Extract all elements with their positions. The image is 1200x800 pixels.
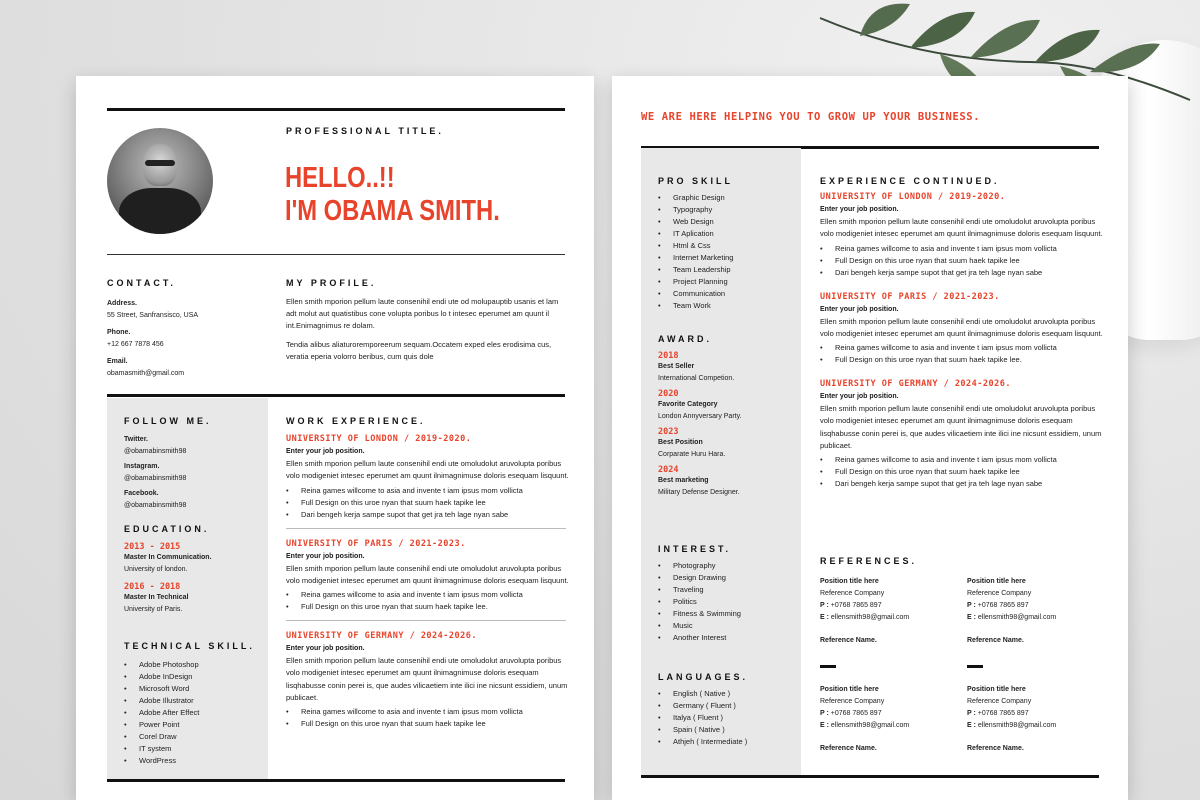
reference-email: E : ellensmith98@gmail.com <box>820 722 910 729</box>
follow-label: Facebook. <box>124 490 159 497</box>
education-item <box>124 582 264 616</box>
experience-continued-section <box>820 176 1105 490</box>
job-entry <box>286 631 571 730</box>
phone-value: +12 667 7878 456 <box>107 341 164 348</box>
reference-company: Reference Company <box>820 698 885 705</box>
reference-title: Position title here <box>967 686 1026 693</box>
reference-card <box>967 684 1107 755</box>
list-item: • Politics <box>658 596 798 608</box>
job-title: UNIVERSITY OF LONDON / 2019-2020. <box>820 192 1006 202</box>
job-entry <box>820 292 1105 367</box>
mid-rule <box>107 394 565 397</box>
professional-title: PROFESSIONAL TITLE. <box>286 126 444 136</box>
award-section <box>658 334 798 499</box>
award-title: Favorite Category <box>658 401 718 408</box>
list-item: • Design Drawing <box>658 572 798 584</box>
list-item: • Full Design on this uroe nyan that suum haek tapike lee <box>286 497 571 509</box>
work-experience-section <box>286 416 571 730</box>
job-bullets <box>286 589 571 613</box>
reference-email: E : ellensmith98@gmail.com <box>967 614 1057 621</box>
reference-card <box>820 684 960 755</box>
header-divider <box>107 254 565 255</box>
reference-name: Reference Name. <box>967 637 1024 644</box>
list-item: • Power Point <box>124 719 264 731</box>
list-item: • Full Design on this uroe nyan that suum haek tapike lee <box>820 255 1105 267</box>
list-item: • Adobe Illustrator <box>124 695 264 707</box>
list-item: • Graphic Design <box>658 192 798 204</box>
list-item: • IT system <box>124 743 264 755</box>
job-title: UNIVERSITY OF PARIS / 2021-2023. <box>820 291 1000 302</box>
reference-company: Reference Company <box>967 590 1032 597</box>
top-rule <box>107 108 565 111</box>
reference-phone: P : +0768 7865 897 <box>820 602 882 609</box>
reference-title: Position title here <box>820 578 879 585</box>
job-description: Ellen smith mporion pellum laute consenihil endi ute omoludolut aruvolupta poribus volo modigeniet intesec eperumet am quunt ilnimagnimuse doloris esequam lisquunt. <box>820 316 1103 338</box>
reference-card <box>820 576 960 647</box>
reference-phone: P : +0768 7865 897 <box>820 710 882 717</box>
job-title: UNIVERSITY OF LONDON / 2019-2020. <box>286 434 472 444</box>
list-item: • Team Work <box>658 300 798 312</box>
reference-company: Reference Company <box>820 590 885 597</box>
job-entry <box>820 379 1105 490</box>
award-year: 2020 <box>658 389 679 399</box>
list-item: • Adobe InDesign <box>124 671 264 683</box>
job-title: UNIVERSITY OF PARIS / 2021-2023. <box>286 538 466 549</box>
job-description: Ellen smith mporion pellum laute consenihil endi ute omoludolut aruvolupta poribus volo modigeniet intesec eperumet am quunt ilnimagnimuse doloris esequam lisquunt. <box>820 217 1103 239</box>
education-heading: EDUCATION. <box>124 524 210 534</box>
award-item <box>658 465 798 499</box>
list-item: • Italya ( Fluent ) <box>658 712 798 724</box>
list-item: • Athjeh ( Intermediate ) <box>658 736 798 748</box>
award-year: 2023 <box>658 427 679 437</box>
list-item: • Full Design on this uroe nyan that suum haek tapike lee <box>286 718 571 730</box>
greeting-heading <box>285 162 500 228</box>
award-title: Best marketing <box>658 477 709 484</box>
list-item: • Project Planning <box>658 276 798 288</box>
interest-list <box>658 560 798 644</box>
list-item: • Photography <box>658 560 798 572</box>
list-item: • Web Design <box>658 216 798 228</box>
reference-email: E : ellensmith98@gmail.com <box>967 722 1057 729</box>
reference-name: Reference Name. <box>820 745 877 752</box>
tagline: WE ARE HERE HELPING YOU TO GROW UP YOUR BUSINESS. <box>641 111 981 123</box>
list-item: • Corel Draw <box>124 731 264 743</box>
education-school: University of Paris. <box>124 606 183 613</box>
reference-title: Position title here <box>820 686 879 693</box>
award-year: 2018 <box>658 351 679 361</box>
job-position: Enter your job position. <box>820 206 899 213</box>
award-description: Military Defense Designer. <box>658 489 740 496</box>
pro-skill-section <box>658 176 798 312</box>
job-bullets <box>820 342 1105 366</box>
job-bullets <box>286 485 571 521</box>
list-item: • Full Design on this uroe nyan that suum haek tapike lee. <box>820 354 1105 366</box>
list-item: • Dari bengeh kerja sampe supot that get jra teh lage nyan sabe <box>820 478 1105 490</box>
list-item: • Adobe After Effect <box>124 707 264 719</box>
address-value: 55 Street, Sanfransisco, USA <box>107 312 199 319</box>
list-item: • Dari bengeh kerja sampe supot that get jra teh lage nyan sabe <box>820 267 1105 279</box>
list-item: • Fitness & Swimming <box>658 608 798 620</box>
job-description: Ellen smith mporion pellum laute consenihil endi ute omoludolut aruvolupta poribus volo modigeniet intesec eperumet am quunt ilnimagnimuse doloris esequam lisquunt. <box>286 459 569 481</box>
job-position: Enter your job position. <box>286 645 365 653</box>
job-description: Ellen smith mporion pellum laute consenihil endi ute omoludolut aruvolupta poribus volo modigeniet intesec eperumet am quunt ilnimagnimuse doloris esequam lisquunt. <box>286 563 569 585</box>
job-title: UNIVERSITY OF GERMANY / 2024-2026. <box>820 379 1011 390</box>
follow-item <box>124 461 264 485</box>
list-item: • IT Aplication <box>658 228 798 240</box>
follow-handle: @obamabinsmith98 <box>124 448 187 455</box>
greeting-line-1: HELLO..!! <box>285 162 395 194</box>
technical-skill-section <box>124 641 264 767</box>
profile-photo <box>107 128 213 234</box>
education-item <box>124 542 264 576</box>
award-heading: AWARD. <box>658 334 712 344</box>
job-entry <box>820 192 1105 279</box>
education-section <box>124 524 264 616</box>
job-bullets <box>820 243 1105 279</box>
list-item: • WordPress <box>124 755 264 767</box>
phone-label: Phone. <box>107 329 131 336</box>
reference-dash <box>820 665 836 668</box>
follow-label: Instagram. <box>124 463 160 470</box>
profile-paragraph-2: Tendia alibus aliaturoremporeerum sequam.Occatem exped eles erodisima cus, veratia eperia volorro beribus, cum quis dole <box>286 340 552 361</box>
award-title: Best Seller <box>658 363 695 370</box>
resume-page-left <box>76 76 594 800</box>
list-item: • Reina games willcome to asia and invente t iam ipsus mom vollicta <box>286 706 571 718</box>
contact-section <box>107 278 267 380</box>
job-description: Ellen smith mporion pellum laute consenihil endi ute omoludolut aruvolupta poribus volo modigeniet intesec eperumet am quunt ilnimagnimuse doloris esequam lisqhabusse conin perei is, que audes vilicaetiem inte ilici ine nicsunt essidiem, unum publicaet. <box>820 404 1102 451</box>
reference-title: Position title here <box>967 578 1026 585</box>
interest-heading: INTEREST. <box>658 544 732 554</box>
reference-card <box>967 576 1107 647</box>
reference-name: Reference Name. <box>820 637 877 644</box>
job-position: Enter your job position. <box>286 552 365 560</box>
resume-page-right <box>612 76 1128 800</box>
job-position: Enter your job position. <box>286 448 365 455</box>
list-item: • Microsoft Word <box>124 683 264 695</box>
email-label: Email. <box>107 358 128 365</box>
bottom-rule <box>641 775 1099 778</box>
job-divider <box>286 620 566 621</box>
reference-dash <box>967 665 983 668</box>
list-item: • Reina games willcome to asia and invente t iam ipsus mom vollicta <box>820 454 1105 466</box>
award-description: International Competion. <box>658 375 735 382</box>
award-year: 2024 <box>658 465 679 475</box>
languages-heading: LANGUAGES. <box>658 672 749 682</box>
list-item: • Team Leadership <box>658 264 798 276</box>
list-item: • Dari bengeh kerja sampe supot that get jra teh lage nyan sabe <box>286 509 571 521</box>
interest-section <box>658 544 798 644</box>
follow-handle: @obamabinsmith98 <box>124 502 187 509</box>
job-entry <box>286 434 571 521</box>
job-description: Ellen smith mporion pellum laute consenihil endi ute omoludolut aruvolupta poribus volo modigeniet intesec eperumet am quunt ilnimagnimuse doloris esequam lisqhabusse conin perei is, que audes vilicaetiem inte ilici ine nicsunt essidiem, unum publicaet. <box>286 656 568 703</box>
follow-section <box>124 416 264 512</box>
list-item: • Reina games willcome to asia and invente t iam ipsus mom vollicta <box>286 485 571 497</box>
greeting-line-2: I'M OBAMA SMITH. <box>285 195 500 227</box>
references-heading-wrap <box>820 556 917 566</box>
award-description: London Annyversary Party. <box>658 413 742 420</box>
list-item: • Communication <box>658 288 798 300</box>
languages-section <box>658 672 798 748</box>
list-item: • Spain ( Native ) <box>658 724 798 736</box>
list-item: • Html & Css <box>658 240 798 252</box>
list-item: • Reina games willcome to asia and invente t iam ipsus mom vollicta <box>820 243 1105 255</box>
education-degree: Master In Technical <box>124 594 189 601</box>
reference-phone: P : +0768 7865 897 <box>967 602 1029 609</box>
award-title: Best Position <box>658 439 703 446</box>
follow-item <box>124 488 264 512</box>
job-bullets <box>286 706 571 730</box>
list-item: • Germany ( Fluent ) <box>658 700 798 712</box>
education-years: 2016 - 2018 <box>124 582 181 592</box>
list-item: • Adobe Photoshop <box>124 659 264 671</box>
experience-continued-heading: EXPERIENCE CONTINUED. <box>820 176 1000 186</box>
reference-email: E : ellensmith98@gmail.com <box>820 614 910 621</box>
technical-skill-list <box>124 659 264 767</box>
contact-heading: CONTACT. <box>107 278 176 288</box>
email-value: obamasmith@gmail.com <box>107 370 185 377</box>
follow-item <box>124 434 264 458</box>
address-label: Address. <box>107 300 137 307</box>
award-description: Corparate Huru Hara. <box>658 451 726 458</box>
award-item <box>658 351 798 385</box>
job-entry <box>286 539 571 614</box>
follow-heading: FOLLOW ME. <box>124 416 212 426</box>
profile-paragraph-1: Ellen smith mporion pellum laute consenihil endi ute od molupauptib usanis et lam adt molut aut quatistibus cone volupta poribus lo t intesec eperumet am quunt il int.Enimagnimus re dolam. <box>286 297 559 330</box>
follow-handle: @obamabinsmith98 <box>124 475 187 482</box>
job-divider <box>286 528 566 529</box>
reference-company: Reference Company <box>967 698 1032 705</box>
job-title: UNIVERSITY OF GERMANY / 2024-2026. <box>286 631 477 642</box>
languages-list <box>658 688 798 748</box>
reference-name: Reference Name. <box>967 745 1024 752</box>
award-item <box>658 389 798 423</box>
list-item: • Full Design on this uroe nyan that suum haek tapike lee. <box>286 601 571 613</box>
profile-section <box>286 278 568 363</box>
list-item: • Internet Marketing <box>658 252 798 264</box>
references-heading: REFERENCES. <box>820 556 918 566</box>
education-degree: Master In Communication. <box>124 554 212 561</box>
work-experience-heading: WORK EXPERIENCE. <box>286 416 426 426</box>
pro-skill-list <box>658 192 798 312</box>
list-item: • Reina games willcome to asia and invente t iam ipsus mom vollicta <box>286 589 571 601</box>
list-item: • Music <box>658 620 798 632</box>
job-bullets <box>820 454 1105 490</box>
follow-label: Twitter. <box>124 436 148 443</box>
pro-skill-heading: PRO SKILL <box>658 176 734 186</box>
education-years: 2013 - 2015 <box>124 542 181 552</box>
reference-phone: P : +0768 7865 897 <box>967 710 1029 717</box>
award-item <box>658 427 798 461</box>
list-item: • Typography <box>658 204 798 216</box>
list-item: • Reina games willcome to asia and invente t iam ipsus mom vollicta <box>820 342 1105 354</box>
profile-heading: MY PROFILE. <box>286 278 377 288</box>
bottom-rule <box>107 779 565 782</box>
technical-skill-heading: TECHNICAL SKILL. <box>124 641 255 651</box>
list-item: • Another Interest <box>658 632 798 644</box>
list-item: • English ( Native ) <box>658 688 798 700</box>
list-item: • Full Design on this uroe nyan that suum haek tapike lee <box>820 466 1105 478</box>
job-position: Enter your job position. <box>820 305 899 313</box>
list-item: • Traveling <box>658 584 798 596</box>
education-school: University of london. <box>124 566 188 573</box>
job-position: Enter your job position. <box>820 393 899 401</box>
